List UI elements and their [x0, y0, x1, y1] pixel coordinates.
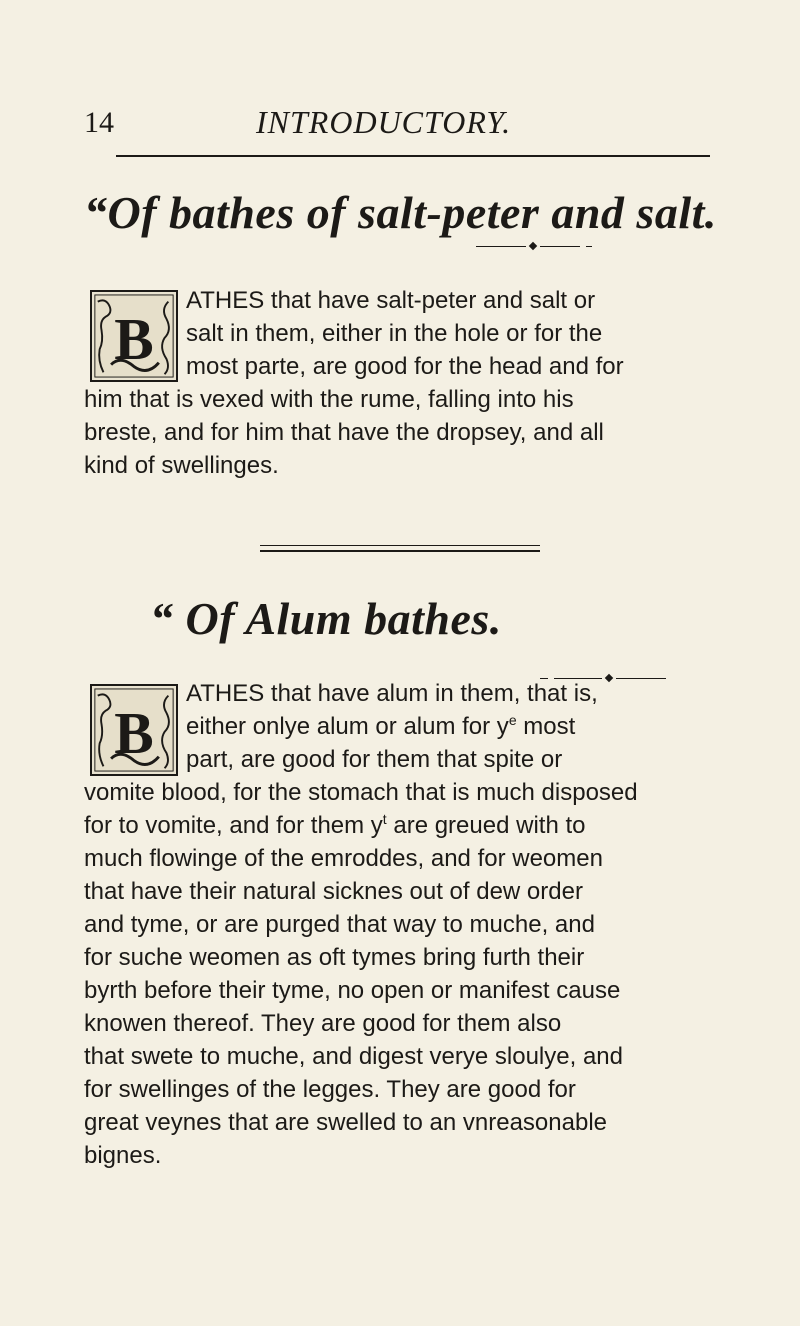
- text-line: great veynes that are swelled to an vnreasonable: [84, 1109, 607, 1136]
- text-line: ATHES that have alum in them, that is,: [186, 680, 598, 707]
- page-number: 14: [84, 106, 114, 139]
- text-line: byrth before their tyme, no open or manifest cause: [84, 977, 621, 1004]
- section-double-rule: [260, 545, 540, 553]
- text-line: much flowinge of the emroddes, and for weomen: [84, 845, 603, 872]
- text-line: vomite blood, for the stomach that is much disposed: [84, 779, 638, 806]
- svg-text:B: B: [114, 305, 154, 372]
- superscript: e: [508, 712, 517, 728]
- text-segment: either onlye alum or alum for y: [186, 713, 509, 740]
- text-segment: are greued with to: [386, 812, 586, 839]
- text-line: that have their natural sicknes out of dew order: [84, 878, 583, 905]
- ornament-divider: [476, 243, 596, 251]
- text-line: that swete to muche, and digest verye sloulye, and: [84, 1043, 623, 1070]
- text-line: most parte, are good for the head and for: [186, 353, 624, 380]
- superscript: t: [382, 811, 387, 827]
- text-line: bignes.: [84, 1142, 162, 1169]
- text-segment: for to vomite, and for them y: [84, 812, 383, 839]
- text-line: [84, 710, 724, 743]
- section-title-alum: “ Of Alum bathes.: [150, 593, 502, 644]
- paragraph-alum: [84, 677, 724, 1172]
- text-line: for swellinges of the legges. They are good for: [84, 1076, 576, 1103]
- text-line: him that is vexed with the rume, falling into his: [84, 386, 574, 413]
- text-line: kind of swellinges.: [84, 452, 279, 479]
- section-title-salt-peter: “Of bathes of salt-peter and salt.: [84, 187, 717, 238]
- running-title: INTRODUCTORY.: [256, 104, 512, 140]
- text-segment: most: [516, 713, 576, 740]
- text-line: [84, 809, 724, 842]
- text-line: for suche weomen as oft tymes bring furth their: [84, 944, 585, 971]
- paragraph-salt-peter: [84, 284, 724, 482]
- running-head: [84, 102, 714, 142]
- text-line: part, are good for them that spite or: [186, 746, 563, 773]
- text-line: knowen thereof. They are good for them also: [84, 1010, 562, 1037]
- text-line: salt in them, either in the hole or for the: [186, 320, 603, 347]
- svg-text:B: B: [114, 699, 154, 766]
- text-line: ATHES that have salt-peter and salt or: [186, 287, 596, 314]
- text-line: breste, and for him that have the dropsey, and all: [84, 419, 604, 446]
- header-rule: [116, 155, 710, 157]
- text-line: and tyme, or are purged that way to muche, and: [84, 911, 595, 938]
